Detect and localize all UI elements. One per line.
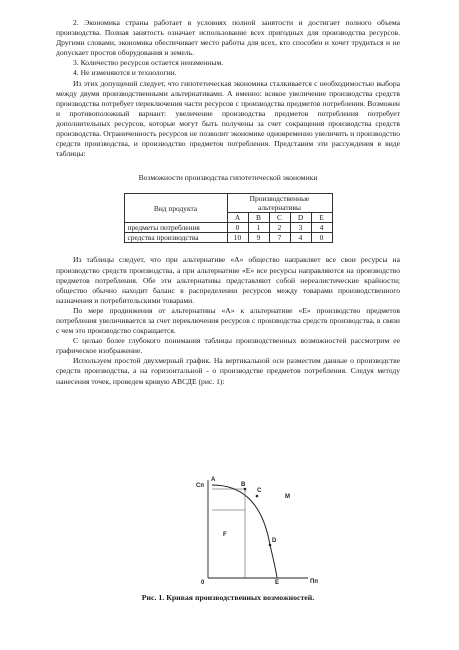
point-m-label: М [285, 494, 290, 500]
table-letter: E [311, 213, 332, 223]
table-cell: 1 [248, 223, 269, 233]
origin-label: 0 [201, 580, 205, 586]
point-d [269, 544, 272, 547]
table-row-label: предметы потребления [124, 223, 227, 233]
table-wrapper [56, 193, 400, 243]
table-row [124, 233, 332, 243]
table-cell: 7 [269, 233, 290, 243]
point-f-label: F [223, 532, 227, 538]
table-cell: 9 [248, 233, 269, 243]
y-axis-label: Сп [196, 483, 204, 489]
table-header-alternatives: Производственные альтернативы [227, 194, 332, 213]
table-header-row [124, 194, 332, 213]
table-cell: 2 [269, 223, 290, 233]
x-axis-label: Пп [310, 579, 318, 585]
table-row-label: средства производства [124, 233, 227, 243]
table-cell: 10 [227, 233, 248, 243]
point-b-label: В [241, 482, 246, 488]
table-cell: 0 [227, 223, 248, 233]
point-d-label: D [272, 538, 277, 544]
table-row [124, 223, 332, 233]
paragraph-table-explanation: Из таблицы следует, что при альтернативе «А» общество направляет все свои ресурсы на производство средств производства, а при альтернативе «Е» все ресурсы направляются на производство предметов потребления. Обе эти альтернативы представляют собой нереалистические крайности; общество обычно находит баланс в распределении ресурсов между товарами производственного назначения и потребительскими товарами. [56, 255, 400, 305]
table-letter: D [290, 213, 311, 223]
table-caption: Возможности производства гипотетической экономики [138, 173, 318, 183]
table-cell: 4 [290, 233, 311, 243]
paragraph-movement: По мере продвижения от альтернативы «А» к альтернативе «Е» производство предметов потребления увеличивается за счет переключения ресурсов с производства средств производства, в связи с чем это производство сокращается. [56, 305, 400, 336]
point-e-label: Е [275, 580, 280, 586]
paragraph-assumptions: Из этих допущений следует, что гипотетическая экономика сталкивается с необходимостью выбора между двумя производственными альтернативами. А именно: всякое увеличение производства средств производства потребует переключения части ресурсов с производства предметов потребления. Возможен и противоположный вариант: увеличение производства предметов потребления потребует дополнительных ресурсов, которые могут быть получены за счет сокращения производства средств производства. Ограниченность ресурсов не позволит экономике одновременно увеличить и производство средств производства, и производство предметов потребления. Представим эти рассуждения в виде таблицы: [56, 78, 400, 159]
list-item-3: 3. Количество ресурсов остается неизменным. [73, 58, 224, 68]
document-body [56, 18, 400, 387]
production-possibilities-figure [190, 470, 330, 590]
point-c-label: С [257, 488, 262, 494]
ppf-diagram [190, 470, 330, 590]
paragraph-graphic-intro: С целью более глубокого понимания таблицы производственных возможностей рассмотрим ее графическое изображение. [56, 336, 400, 356]
list-item-4: 4. Не изменяются и технологии. [73, 68, 177, 78]
table-cell: 4 [311, 223, 332, 233]
table-letter: A [227, 213, 248, 223]
table-letter: B [248, 213, 269, 223]
table-cell: 0 [311, 233, 332, 243]
table-letter: C [269, 213, 290, 223]
ppf-curve [212, 485, 277, 578]
list-item-2: 2. Экономика страны работает в условиях полной занятости и достигает полного объема производства. Полная занятость означает использование всех пригодных для производства ресурсов. Другими словами, экономика обеспечивает место работы для всех, кто способен и хочет трудиться и не допускает простоя оборудования и земель. [56, 18, 400, 58]
table-header-product: Вид продукта [124, 194, 227, 223]
point-a-label: А [211, 477, 216, 483]
figure-caption: Рис. 1. Кривая производственных возможностей. [141, 593, 315, 602]
production-possibilities-table [124, 193, 333, 243]
paragraph-graph-method: Используем простой двухмерный график. На вертикальной оси разместим данные о производстве средств производства, а на горизонтальной - о производстве предметов потребления. Следуя методу нанесения точек, проведем кривую АВСДЕ (рис. 1): [56, 356, 400, 386]
point-c [256, 495, 259, 498]
point-b [244, 488, 247, 491]
table-cell: 3 [290, 223, 311, 233]
